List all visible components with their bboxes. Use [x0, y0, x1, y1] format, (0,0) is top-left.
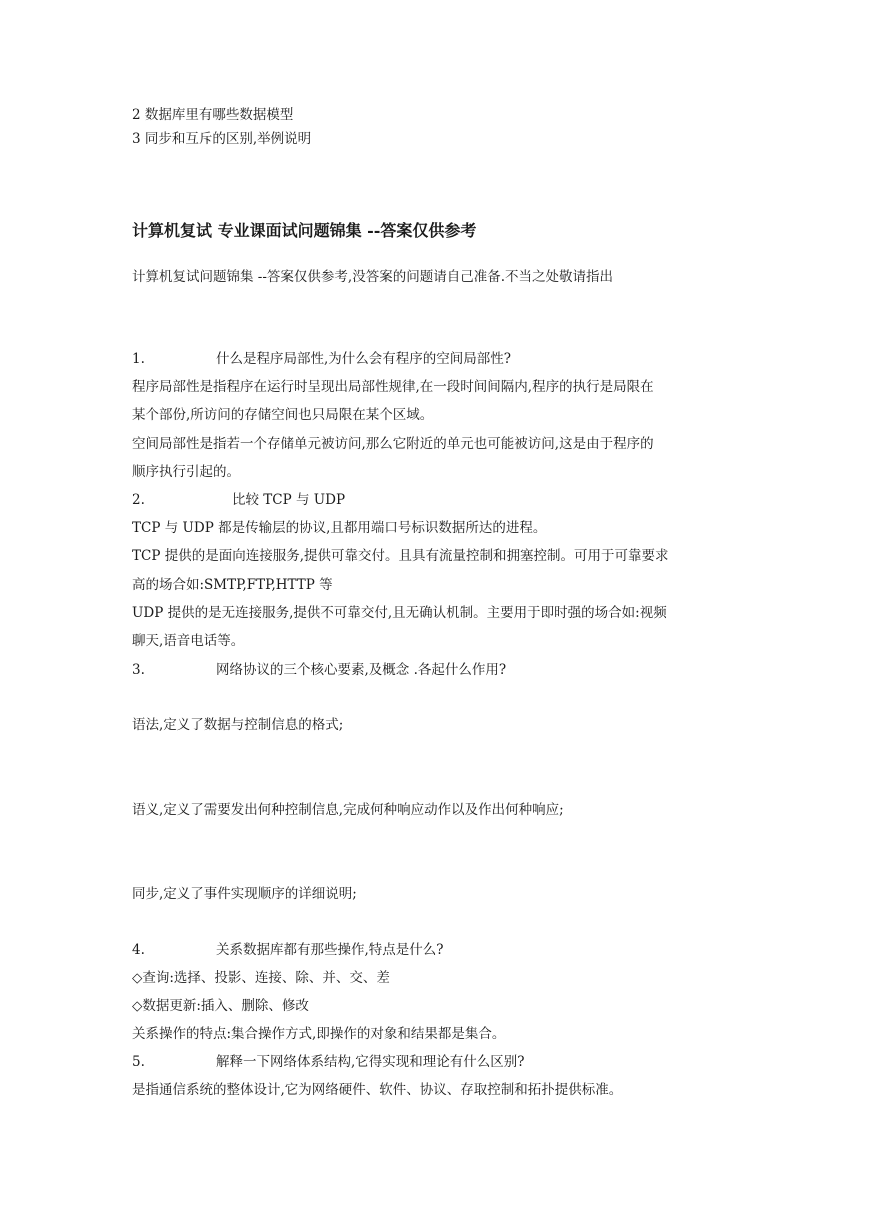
answer-line: TCP 与 UDP 都是传输层的协议,且都用端口号标识数据所达的进程。: [132, 520, 547, 536]
answer-line: 顺序执行引起的。: [132, 464, 240, 480]
question-number: 3.: [132, 662, 145, 678]
question-5: [132, 1053, 525, 1071]
question-text: 比较 TCP 与 UDP: [232, 492, 346, 508]
question-2: [132, 491, 345, 509]
question-number: 2.: [132, 492, 145, 508]
question-number: 4.: [132, 942, 145, 958]
question-number: 5.: [132, 1054, 145, 1070]
question-text: 网络协议的三个核心要素,及概念 .各起什么作用?: [216, 662, 507, 678]
question-4: [132, 941, 444, 959]
answer-line: ◇查询:选择、投影、连接、除、并、交、差: [132, 970, 390, 986]
answer-line: 关系操作的特点:集合操作方式,即操作的对象和结果都是集合。: [132, 1026, 506, 1042]
question-number: 1.: [132, 351, 145, 367]
answer-line: 是指通信系统的整体设计,它为网络硬件、软件、协议、存取控制和拓扑提供标准。: [132, 1082, 623, 1098]
question-3: [132, 661, 506, 679]
answer-line: 程序局部性是指程序在运行时呈现出局部性规律,在一段时间间隔内,程序的执行是局限在: [132, 379, 654, 395]
answer-line: 语法,定义了数据与控制信息的格式;: [132, 717, 344, 733]
question-text: 什么是程序局部性,为什么会有程序的空间局部性?: [216, 351, 512, 367]
intro-line: 3 同步和互斥的区别,举例说明: [132, 131, 312, 147]
answer-line: ◇数据更新:插入、删除、修改: [132, 998, 309, 1014]
answer-line: 空间局部性是指若一个存储单元被访问,那么它附近的单元也可能被访问,这是由于程序的: [132, 436, 654, 452]
answer-line: 聊天,语音电话等。: [132, 633, 245, 649]
answer-line: UDP 提供的是无连接服务,提供不可靠交付,且无确认机制。主要用于即时强的场合如:视频: [132, 605, 667, 621]
subtitle: 计算机复试问题锦集 --答案仅供参考,没答案的问题请自己准备.不当之处敬请指出: [132, 269, 613, 285]
intro-line: 2 数据库里有哪些数据模型: [132, 107, 294, 123]
answer-line: 同步,定义了事件实现顺序的详细说明;: [132, 886, 357, 902]
page-title: 计算机复试 专业课面试问题锦集 --答案仅供参考: [132, 221, 477, 240]
answer-line: 某个部份,所访问的存储空间也只局限在某个区域。: [132, 407, 434, 423]
question-text: 关系数据库都有那些操作,特点是什么?: [216, 942, 444, 958]
question-1: [132, 350, 511, 368]
answer-line: 语义,定义了需要发出何种控制信息,完成何种响应动作以及作出何种响应;: [132, 802, 564, 818]
answer-line: TCP 提供的是面向连接服务,提供可靠交付。且具有流量控制和拥塞控制。可用于可靠要求: [132, 548, 669, 564]
answer-line: 高的场合如:SMTP,FTP,HTTP 等: [132, 577, 333, 593]
question-text: 解释一下网络体系结构,它得实现和理论有什么区别?: [216, 1054, 525, 1070]
